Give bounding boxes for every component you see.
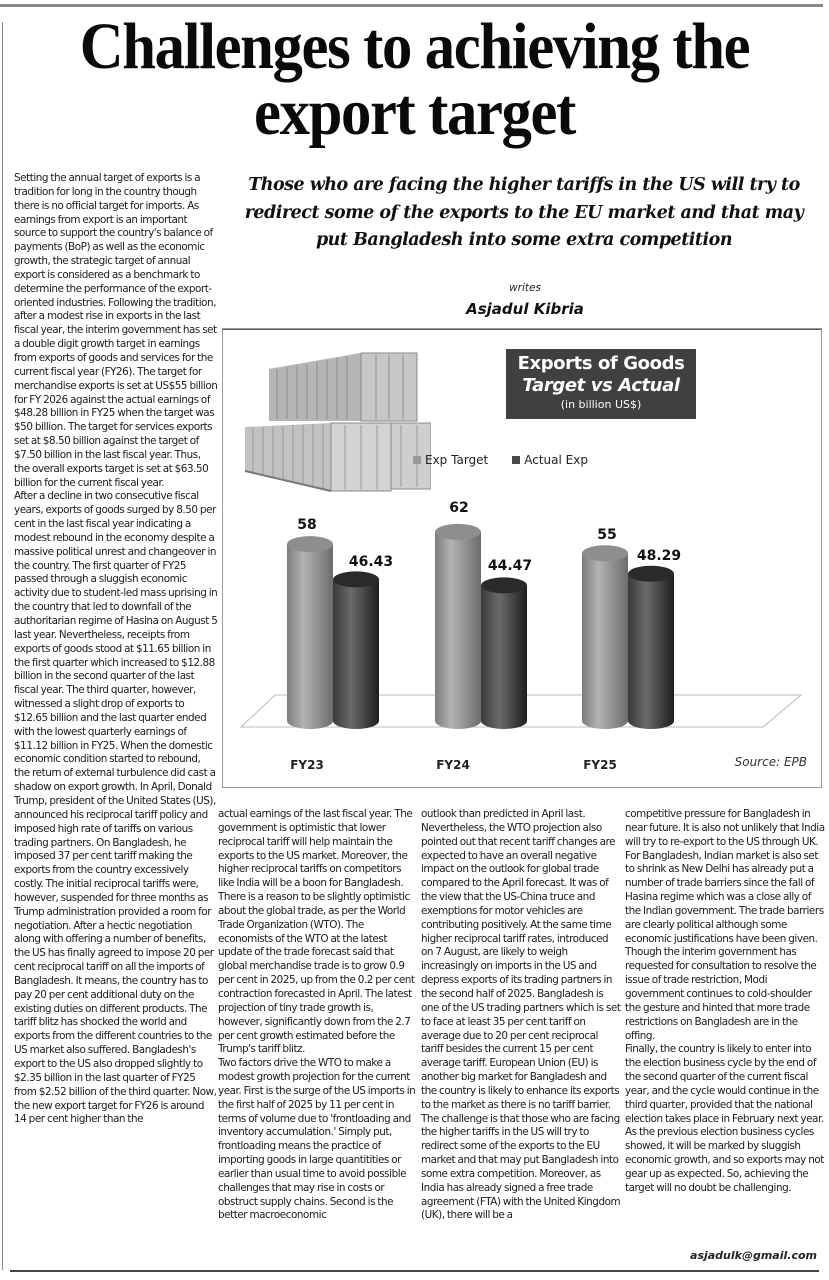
x-tick-label: FY23 [290,758,324,772]
chart-subtitle: Target vs Actual [522,375,680,396]
chart-units: (in billion US$) [560,398,642,411]
chart-title: Exports of Goods [517,353,685,374]
bar-value-label: 44.47 [487,558,533,574]
bar-value-label: 62 [449,500,469,516]
bar-value-label: 48.29 [636,548,682,564]
bar-cylinder-top [628,566,674,582]
paragraph: actual earnings of the last fiscal year. The government is optimistic that lower reciprocal tariff will help maintain the exports to the US market. Moreover, the higher reciprocal tariffs on competitors like India will be a boon for Bangladesh. There is a reason to be slightly optimistic about the global trade, as per the World Trade Organization (WTO). The economists of the WTO at the latest update of the trade forecast said that global merchandise trade is to grow 0.9 per cent in 2025, up from the 0.2 per cent contraction forecasted in April. The latest projection of tiny trade growth is, however, significantly down from the 2.7 per cent growth estimated before the Trump's tariff blitz. [218,808,415,1056]
writes-label: writes [509,282,541,294]
article-column-1 [14,172,218,1127]
article-column-2 [218,808,418,1223]
legend-label: Exp Target [425,453,489,467]
paragraph: outlook than predicted in April last. Nevertheless, the WTO projection also pointed out that recent tariff changes are expected to have an overall negative impact on the outlook for global trade compared to the April forecast. It was of the view that the US-China truce and exemptions for motor vehicles are contributing positively. At the same time higher reciprocal tariff rates, introduced on 7 August, are likely to weigh increasingly on imports in the US and depress exports of its trading partners in the second half of 2025. Bangladesh is one of the US trading partners which is set to face at least 35 per cent tariff on average due to 20 per cent reciprocal tariff besides the current 15 per cent average tariff. European Union (EU) is another big market for Bangladesh and the country is likely to enhance its exports to the market as there is no tariff barrier. The challenge is that those who are facing the higher tariffs in the US will try to redirect some of the exports to the EU market and that may put Bangladesh into some extra competition. Moreover, as India has already signed a free trade agreement (FTA) with the United Kingdom (UK), there will be a [421,808,621,1222]
top-rule [0,4,823,7]
paragraph: Setting the annual target of exports is a tradition for long in the country though there is no official target for imports. As earnings from export is an important source to support the country's balance of payments (BoP) as well as the economic growth, the strategic target of annual export is considered as a benchmark to determine the performance of the export-oriented industries. Following the tradition, after a modest rise in exports in the last fiscal year, the interim government has set a double digit growth target in earnings from exports of goods and services for the current fiscal year (FY26). The target for merchandise exports is set at US$55 billion for FY 2026 against the actual earnings of $48.28 billion in FY25 when the target was $50 billion. The target for services exports set at $8.50 billion against the target of $7.50 billion in the last fiscal year. Thus, the overall exports target is set at $63.50 billion for the current fiscal year. [14,172,218,489]
author-byline: Asjadul Kibria [466,300,584,318]
headline [33,10,796,149]
paragraph: competitive pressure for Bangladesh in near future. It is also not unlikely that India will try to re-export to the US through UK. [625,808,825,848]
headline-line-2: export target [254,76,575,149]
bar-cylinder [435,532,481,729]
x-tick-label: FY25 [583,758,617,772]
author-email: asjadulk@gmail.com [690,1249,817,1262]
bar-cylinder [582,553,628,729]
bar-cylinder [628,574,674,729]
x-tick-label: FY24 [436,758,470,772]
bar-cylinder-top [333,571,379,587]
legend-label: Actual Exp [524,453,588,467]
bar-value-label: 46.43 [348,554,394,570]
bar-value-label: 58 [297,517,317,533]
left-rule [2,22,3,1270]
bar-cylinder [333,579,379,729]
bar-cylinder-top [582,545,628,561]
paragraph: Finally, the country is likely to enter into the election business cycle by the end of the second quarter of the current fiscal year, and the cycle would continue in the third quarter, provided that the national election takes place in February next year. As the previous election business cycles showed, it will be marked by sluggish economic growth, and so exports may not gear up as expected. So, achieving the target will no doubt be challenging. [625,1043,824,1194]
bar-cylinder [287,544,333,729]
paragraph: Two factors drive the WTO to make a modest growth projection for the current year. First is the surge of the US imports in the first half of 2025 by 11 per cent in terms of volume due to 'frontloading and inventory accumulation.' Simply put, frontloading means the practice of importing goods in large quantitities or earlier than usual time to avoid possible challenges that may rise in costs or obstruct supply chains. Second is the better macroeconomic [218,1057,416,1222]
bottom-rule [10,1270,819,1272]
article-column-4 [625,808,825,1196]
article-column-3 [421,808,621,1223]
headline-line-1: Challenges to achieving the [79,10,750,83]
bar-chart-plot [223,329,823,789]
chart-source: Source: EPB [734,755,807,769]
bar-cylinder-top [481,577,527,593]
bar-cylinder-top [287,536,333,552]
paragraph: For Bangladesh, Indian market is also set to shrink as New Delhi has already put a number of trade barriers since the fall of Hasina regime which was a close ally of the Indian government. The trade barriers are clearly political although some economic justifications have been given. Though the interim government has requested for consultation to resolve the issue of trade restriction, Modi government continues to cold-shoulder the gesture and hinted that more trade restrictions on Bangladesh are in the offing. [625,849,824,1042]
bar-value-label: 55 [597,527,617,543]
bar-cylinder [481,585,527,729]
pull-quote-deck: Those who are facing the higher tariffs in the US will try to redirect some of the exports to the EU market and that may put Bangladesh into some extra competition [244,175,804,250]
chart-exports-of-goods [222,328,822,788]
paragraph: After a decline in two consecutive fiscal years, exports of goods surged by 8.50 per cent in the last fiscal year indicating a modest rebound in the economy despite a massive political unrest and changeover in the country. The first quarter of FY25 passed through a sluggish economic activity due to student-led mass uprising in the country that led to downfall of the authoritarian regime of Hasina on August 5 last year. Nevertheless, receipts from exports of goods stood at $11.65 billion in the first quarter which increased to $12.88 billion in the second quarter of the last fiscal year. The third quarter, however, witnessed a slight drop of exports to $12.65 billion and the last quarter ended with the lowest quarterly earnings of $11.12 billion in FY25. When the domestic economic condition started to rebound, the return of external turbulence did cast a shadow on export growth. In April, Donald Trump, president of the United States (US), announced his reciprocal tariff policy and imposed high rate of tariffs on various trading partners. On Bangladesh, he imposed 37 per cent tariff making the exports from the country excessively costly. The initial reciprocal tariffs were, however, suspended for three months as Trump administration provided a room for negotiation. After a hectic negotiation along with offering a number of benefits, the US has finally agreed to impose 20 per cent reciprocal tariff on all the imports of Bangladesh. It means, the country has to pay 20 per cent additional duty on the existing duties on different products. The tariff blitz has shocked the world and exports from the different countries to the US market also suffered. Bangladesh's export to the US also dropped slightly to $2.35 billion in the last quarter of FY25 from $2.52 billion of the third quarter. Now, the new export target for FY26 is around 14 per cent higher than the [14,490,218,1126]
bar-cylinder-top [435,524,481,540]
